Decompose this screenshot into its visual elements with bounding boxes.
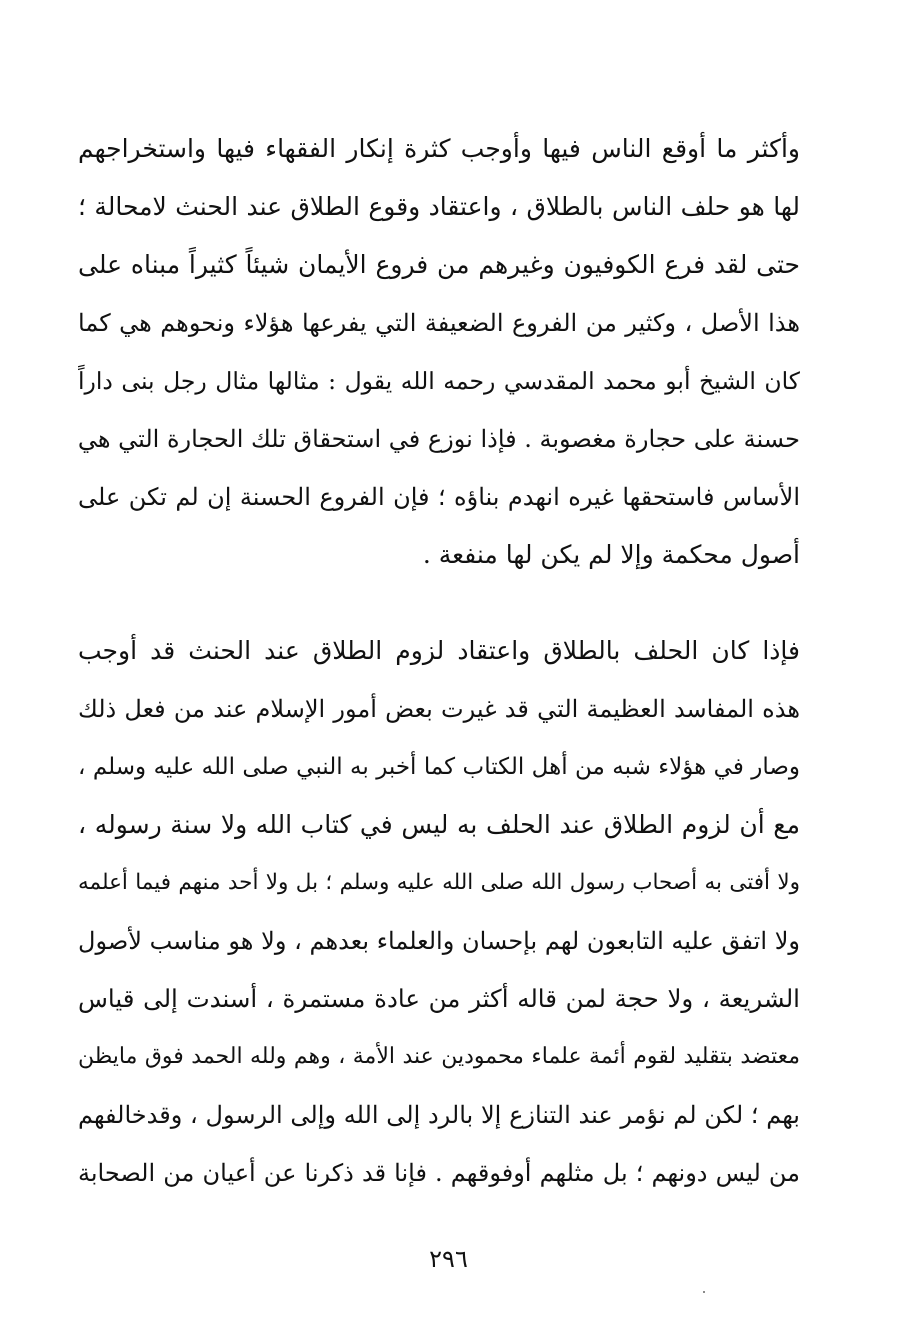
text-line: مع أن لزوم الطلاق عند الحلف به ليس في كتاب الله ولا سنة رسوله ،	[78, 810, 800, 839]
text-line: أصول محكمة وإلا لم يكن لها منفعة .	[422, 540, 800, 569]
text-line: هذه المفاسد العظيمة التي قد غيرت بعض أمور الإسلام عند من فعل ذلك	[78, 695, 800, 723]
text-line: لها هو حلف الناس بالطلاق ، واعتقاد وقوع الطلاق عند الحنث لامحالة ؛	[78, 192, 800, 221]
text-line: فإذا كان الحلف بالطلاق واعتقاد لزوم الطلاق عند الحنث قد أوجب	[78, 636, 800, 665]
text-line: الأساس فاستحقها غيره انهدم بناؤه ؛ فإن الفروع الحسنة إن لم تكن على	[78, 483, 800, 511]
text-line: هذا الأصل ، وكثير من الفروع الضعيفة التي يفرعها هؤلاء ونحوهم هي كما	[78, 309, 800, 337]
paragraph-2	[78, 622, 800, 1202]
text-line: حسنة على حجارة مغصوبة . فإذا نوزع في استحقاق تلك الحجارة التي هي	[78, 425, 800, 453]
text-line: من ليس دونهم ؛ بل مثلهم أوفوقهم . فإنا قد ذكرنا عن أعيان من الصحابة	[78, 1159, 800, 1187]
text-line: ولا اتفق عليه التابعون لهم بإحسان والعلماء بعدهم ، ولا هو مناسب لأصول	[78, 927, 800, 955]
text-line: وصار في هؤلاء شبه من أهل الكتاب كما أخبر به النبي صلى الله عليه وسلم ،	[78, 754, 800, 780]
text-line: حتى لقد فرع الكوفيون وغيرهم من فروع الأيمان شيئاً كثيراً مبناه على	[78, 250, 800, 279]
scan-speck	[703, 1291, 705, 1293]
page-number: ٢٩٦	[429, 1245, 468, 1273]
text-line: الشريعة ، ولا حجة لمن قاله أكثر من عادة مستمرة ، أسندت إلى قياس	[78, 984, 800, 1013]
text-line: ولا أفتى به أصحاب رسول الله صلى الله عليه وسلم ؛ بل ولا أحد منهم فيما أعلمه	[78, 870, 800, 895]
text-line: بهم ؛ لكن لم نؤمر عند التنازع إلا بالرد إلى الله وإلى الرسول ، وقدخالفهم	[78, 1101, 800, 1129]
text-line: معتضد بتقليد لقوم أئمة علماء محمودين عند الأمة ، وهم ولله الحمد فوق مايظن	[78, 1044, 800, 1069]
paragraph-1	[78, 120, 800, 584]
text-line: كان الشيخ أبو محمد المقدسي رحمه الله يقول : مثالها مثال رجل بنى داراً	[78, 367, 800, 395]
text-line: وأكثر ما أوقع الناس فيها وأوجب كثرة إنكار الفقهاء فيها واستخراجهم	[78, 134, 800, 163]
